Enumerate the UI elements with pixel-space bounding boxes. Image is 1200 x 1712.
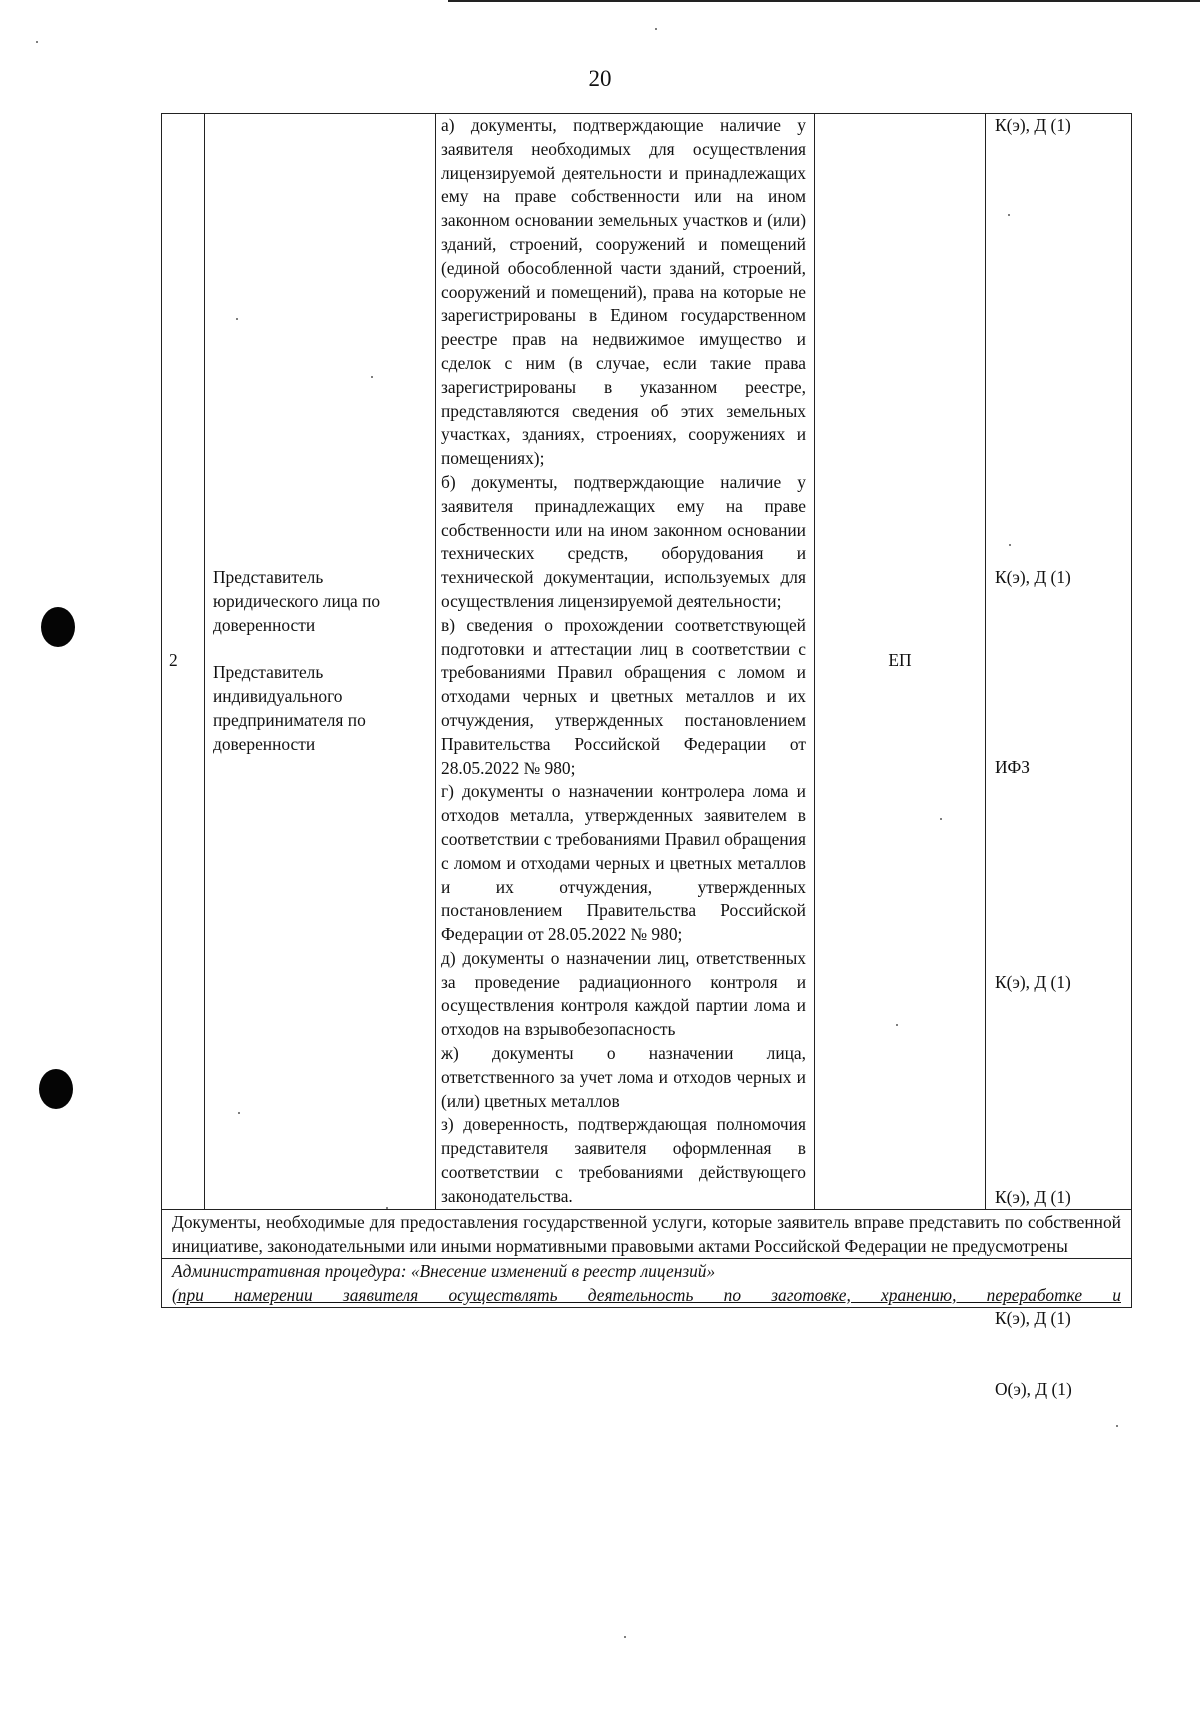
document-item-v: в) сведения о прохождении соответствующей подготовки и аттестации лиц в соответствии с требованиями Правил обращения с ломом и отходами черных и цветных металлов и их отчуждения, утвержденных постановлением Правительства Российской Федерации от 28.05.2022 № 980; <box>441 614 806 778</box>
applicant-legal-entity: Представитель юридического лица по доверенности <box>213 567 381 635</box>
row-number: 2 <box>169 650 178 671</box>
submission-form: ЕП <box>888 650 912 671</box>
scan-speck <box>940 818 942 820</box>
applicant-entrepreneur: Представитель индивидуального предпринимателя по доверенности <box>213 662 366 754</box>
applicant-cell <box>205 114 436 1210</box>
procedure-cell <box>162 1258 1132 1307</box>
documents-cell <box>436 114 815 1210</box>
scan-speck <box>36 41 38 43</box>
document-item-g: г) документы о назначении контролера лома и отходов металла, утвержденных заявителем в соответствии с требованиями Правил обращения с ломом и отходами черных и цветных металлов и их отчуждения, утвержденных постановлением Правительства Российской Федерации от 28.05.2022 № 980; <box>441 781 806 945</box>
top-edge-line <box>448 0 1200 2</box>
scan-speck <box>1009 544 1011 546</box>
scan-speck <box>655 28 657 30</box>
codes-cell <box>986 114 1132 1399</box>
scan-speck <box>386 1207 388 1209</box>
document-item-d: д) документы о назначении лиц, ответственных за проведение радиационного контроля и осуществления контроля каждой партии лома и отходов на взрывобезопасность <box>441 947 806 1040</box>
code-item-d: К(э), Д (1) <box>995 1187 1071 1207</box>
scan-speck <box>238 1112 240 1114</box>
scan-speck <box>236 318 238 320</box>
scan-speck <box>371 376 373 378</box>
code-item-z: О(э), Д (1) <box>995 1379 1072 1399</box>
document-item-b: б) документы, подтверждающие наличие у заявителя принадлежащих ему на праве собственности или на ином законном основании технических средств, оборудования и технической документации, используемых для осуществления лицензируемой деятельности; <box>441 471 806 611</box>
document-item-a: а) документы, подтверждающие наличие у заявителя необходимых для осуществления лицензируемой деятельности и принадлежащих ему на праве собственности или на ином законном основании земельных участков и (или) зданий, строений, сооружений и помещений (единой обособленной части зданий, строений, сооружений и помещений), права на которые не зарегистрированы в Едином государственном реестре прав на недвижимое имущество и сделок с ним (в случае, если такие права зарегистрированы в указанном реестре, представляются сведения об этих земельных участках, зданиях, строениях, сооружениях и помещениях); <box>441 115 806 469</box>
form-cell <box>815 114 986 1210</box>
code-item-b: К(э), Д (1) <box>995 567 1071 587</box>
scan-speck <box>624 1636 626 1638</box>
document-item-z: з) доверенность, подтверждающая полномочия представителя заявителя оформленная в соответствии с требованиями действующего законодательства. <box>441 1114 806 1206</box>
scan-speck <box>1116 1425 1118 1427</box>
row-number-cell <box>162 114 205 1210</box>
code-item-zh: К(э), Д (1) <box>995 1308 1071 1328</box>
procedure-subtitle: (при намерении заявителя осуществлять деятельность по заготовке, хранению, переработке и <box>172 1284 1121 1305</box>
scan-speck <box>896 1024 898 1026</box>
documents-table <box>161 113 1132 1399</box>
document-item-zh: ж) документы о назначении лица, ответственного за учет лома и отходов черных и (или) цветных металлов <box>441 1043 806 1111</box>
note-text: Документы, необходимые для предоставления государственной услуги, которые заявитель вправе представить по собственной инициативе, законодательными или иными нормативными правовыми актами Российской Федерации не предусмотрены <box>172 1211 1121 1256</box>
table-row <box>162 1209 1132 1258</box>
procedure-title: Административная процедура: «Внесение изменений в реестр лицензий» <box>172 1260 716 1281</box>
table-row <box>162 1258 1132 1307</box>
punch-hole-mark <box>39 1069 73 1109</box>
code-item-a: К(э), Д (1) <box>995 115 1071 135</box>
page-number: 20 <box>588 66 612 91</box>
table-row <box>162 114 1132 1210</box>
punch-hole-mark <box>41 607 75 647</box>
note-cell <box>162 1209 1132 1258</box>
code-item-g: К(э), Д (1) <box>995 972 1071 992</box>
scan-speck <box>1008 214 1010 216</box>
code-item-v: ИФЗ <box>995 757 1031 777</box>
